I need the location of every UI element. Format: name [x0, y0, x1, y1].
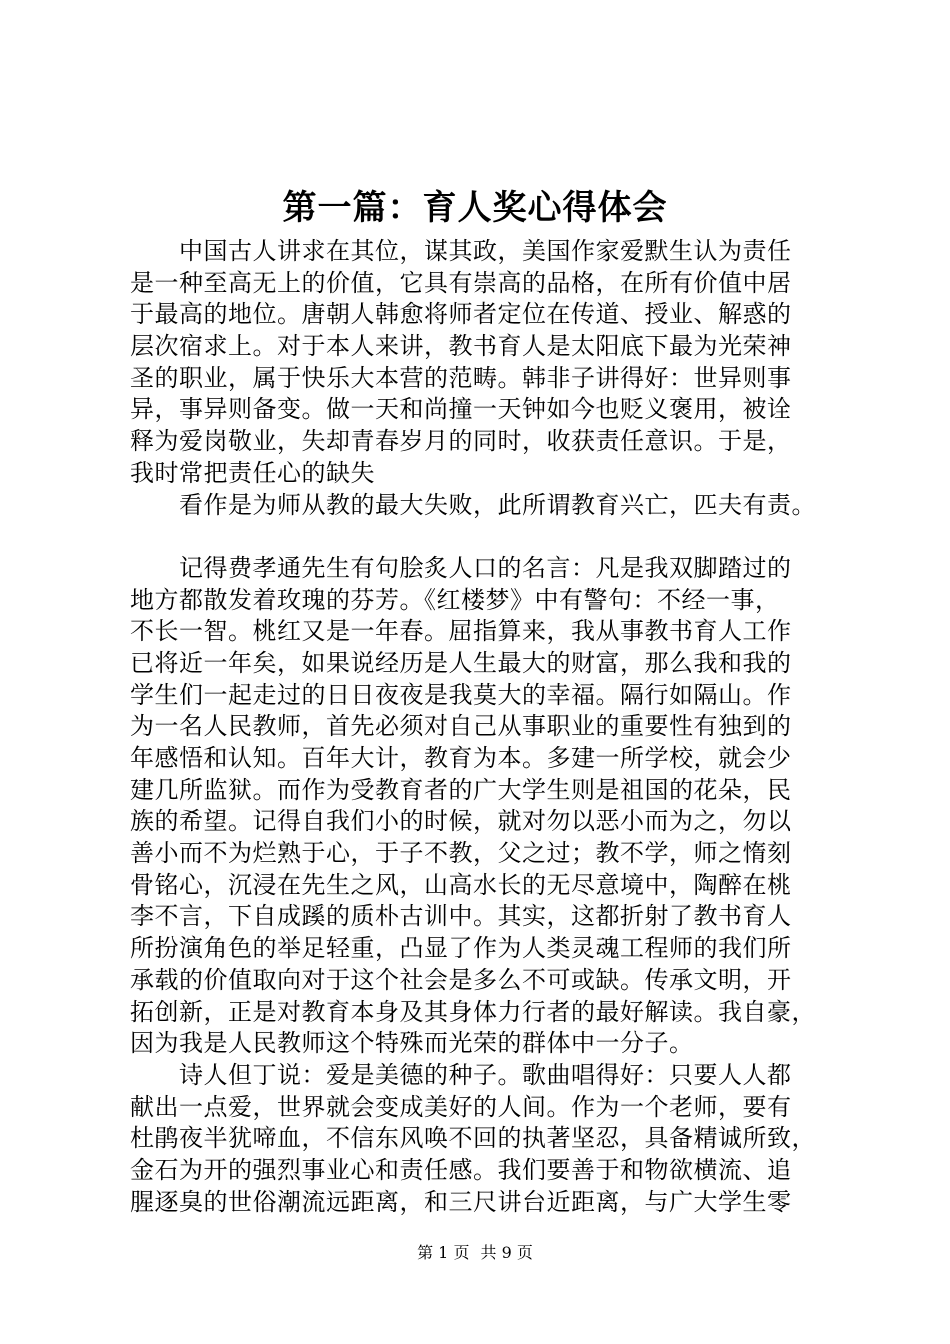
text-line: 建几所监狱。而作为受教育者的广大学生则是祖国的花朵，民	[130, 775, 792, 804]
text-line: 异，事异则备变。做一天和尚撞一天钟如今也贬义褒用，被诠	[130, 395, 792, 424]
text-line: 李不言，下自成蹊的质朴古训中。其实，这都折射了教书育人	[130, 902, 792, 931]
page-footer	[0, 1242, 950, 1264]
text-line: 释为爱岗敬业，失却青春岁月的同时，收获责任意识。于是，	[130, 427, 792, 456]
text-line: 拓创新，正是对教育本身及其身体力行者的最好解读。我自豪，	[130, 997, 816, 1026]
text-line: 于最高的地位。唐朝人韩愈将师者定位在传道、授业、解惑的	[130, 300, 792, 329]
blank-line	[130, 521, 840, 553]
document-title: 第一篇：育人奖心得体会	[282, 188, 668, 228]
text-line: 年感悟和认知。百年大计，教育为本。多建一所学校，就会少	[130, 744, 792, 772]
text-line: 杜鹃夜半犹啼血，不信东风唤不回的执著坚忍，具备精诚所致，	[130, 1124, 816, 1153]
document-body	[130, 236, 840, 1218]
text-line: 层次宿求上。对于本人来讲，教书育人是太阳底下最为光荣神	[130, 332, 792, 361]
text-line: 是一种至高无上的价值，它具有崇高的品格，在所有价值中居	[130, 268, 792, 297]
text-line: 善小而不为烂熟于心，于子不教，父之过；教不学，师之惰刻	[130, 839, 792, 868]
text-line: 因为我是人民教师这个特殊而光荣的群体中一分子。	[130, 1029, 694, 1058]
text-line: 诗人但丁说：爱是美德的种子。歌曲唱得好：只要人人都	[130, 1060, 792, 1089]
text-line: 腥逐臭的世俗潮流远距离，和三尺讲台近距离，与广大学生零	[130, 1187, 792, 1216]
text-line: 骨铭心，沉浸在先生之风，山高水长的无尽意境中，陶醉在桃	[130, 870, 792, 899]
text-line: 我时常把责任心的缺失	[130, 458, 375, 487]
text-line: 已将近一年矣，如果说经历是人生最大的财富，那么我和我的	[130, 648, 792, 677]
text-line: 圣的职业，属于快乐大本营的范畴。韩非子讲得好：世异则事	[130, 363, 792, 392]
text-line: 承载的价值取向对于这个社会是多么不可或缺。传承文明，开	[130, 965, 792, 994]
text-line: 所扮演角色的举足轻重，凸显了作为人类灵魂工程师的我们所	[130, 934, 792, 963]
text-line: 族的希望。记得自我们小的时候，就对勿以恶小而为之，勿以	[130, 807, 792, 836]
text-line: 记得费孝通先生有句脍炙人口的名言：凡是我双脚踏过的	[130, 553, 792, 582]
text-line: 金石为开的强烈事业心和责任感。我们要善于和物欲横流、追	[130, 1155, 792, 1184]
page-total: 共 9 页	[480, 1243, 533, 1262]
text-line: 献出一点爱，世界就会变成美好的人间。作为一个老师，要有	[130, 1092, 792, 1121]
text-line: 看作是为师从教的最大失败，此所谓教育兴亡，匹夫有责。	[130, 490, 816, 519]
text-line: 为一名人民教师，首先必须对自己从事职业的重要性有独到的	[130, 712, 792, 741]
text-line: 不长一智。桃红又是一年春。屈指算来，我从事教书育人工作	[130, 617, 792, 646]
text-line: 中国古人讲求在其位，谋其政，美国作家爱默生认为责任	[130, 237, 792, 265]
text-line: 地方都散发着玫瑰的芬芳。《红楼梦》中有警句：不经一事，	[130, 585, 780, 614]
page-number: 第 1 页	[417, 1243, 470, 1262]
text-line: 学生们一起走过的日日夜夜是我莫大的幸福。隔行如隔山。作	[130, 680, 792, 709]
